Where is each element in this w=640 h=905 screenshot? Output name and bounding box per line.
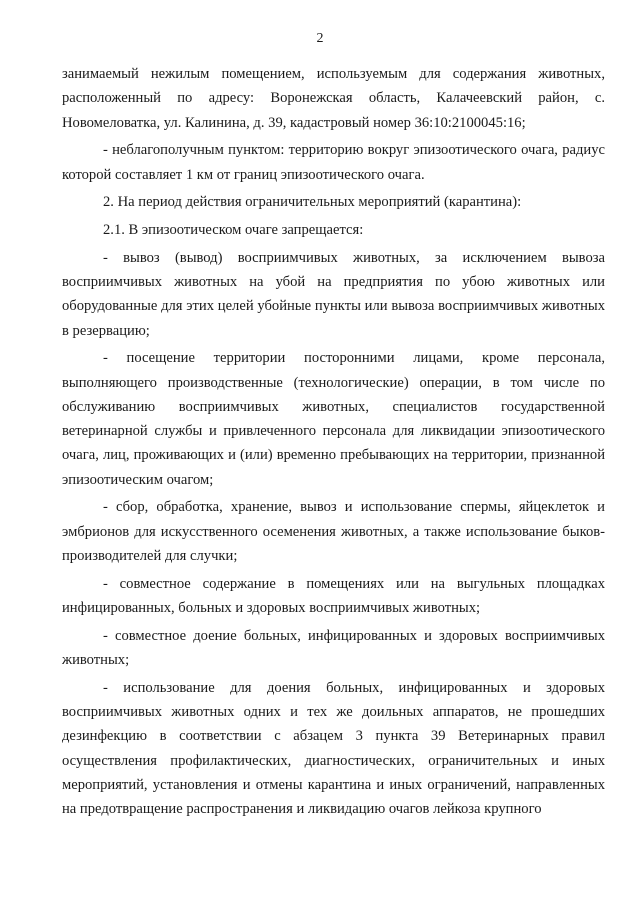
page-number: 2: [316, 31, 324, 46]
paragraph-unfavorable-point: - неблагополучным пунктом: территорию вокруг эпизоотического очага, радиус которой составляет 1 км от границ эпизоотического очага.: [62, 142, 605, 183]
document-body: [62, 62, 605, 825]
paragraph-address-continuation: занимаемый нежилым помещением, используемым для содержания животных, расположенный по адресу: Воронежская область, Калачеевский район, с. Новомеловатка, ул. Калинина, д. 39, кадастровый номер 36:10:2100045:16;: [62, 66, 605, 131]
paragraph-ban-removal: - вывоз (вывод) восприимчивых животных, за исключением вывоза восприимчивых животных на убой на предприятия по убою животных или оборудованные для этих целей убойные пункты или вывоза восприимчивых животных в резервацию;: [62, 249, 605, 339]
paragraph-ban-sperm: - сбор, обработка, хранение, вывоз и использование спермы, яйцеклеток и эмбрионов для искусственного осеменения животных, а также использование быков-производителей для случки;: [62, 499, 605, 564]
paragraph-ban-milking-devices: - использование для доения больных, инфицированных и здоровых восприимчивых животных одних и тех же доильных аппаратов, не прошедших дезинфекцию в соответствии с абзацем 3 пункта 39 Ветеринарных правил осуществления профилактических, диагностических, ограничительных и иных мероприятий, установления и отмены карантина и иных ограничений, направленных на предотвращение распространения и ликвидацию очагов лейкоза крупного: [62, 679, 605, 818]
paragraph-section-2-heading: 2. На период действия ограничительных мероприятий (карантина):: [103, 194, 522, 211]
paragraph-ban-visits: - посещение территории посторонними лицами, кроме персонала, выполняющего производственные (технологические) операции, в том числе по обслуживанию восприимчивых животных, специалистов государственной ветеринарной службы и привлеченного персонала для ликвидации эпизоотического очага, лиц, проживающих и (или) временно пребывающих на территории, признанной эпизоотическим очагом;: [62, 350, 605, 488]
paragraph-ban-joint-keeping: - совместное содержание в помещениях или на выгульных площадках инфицированных, больных и здоровых восприимчивых животных;: [62, 575, 605, 616]
paragraph-section-2-1-heading: 2.1. В эпизоотическом очаге запрещается:: [103, 221, 364, 238]
paragraph-ban-joint-milking: - совместное доение больных, инфицированных и здоровых восприимчивых животных;: [62, 627, 605, 668]
